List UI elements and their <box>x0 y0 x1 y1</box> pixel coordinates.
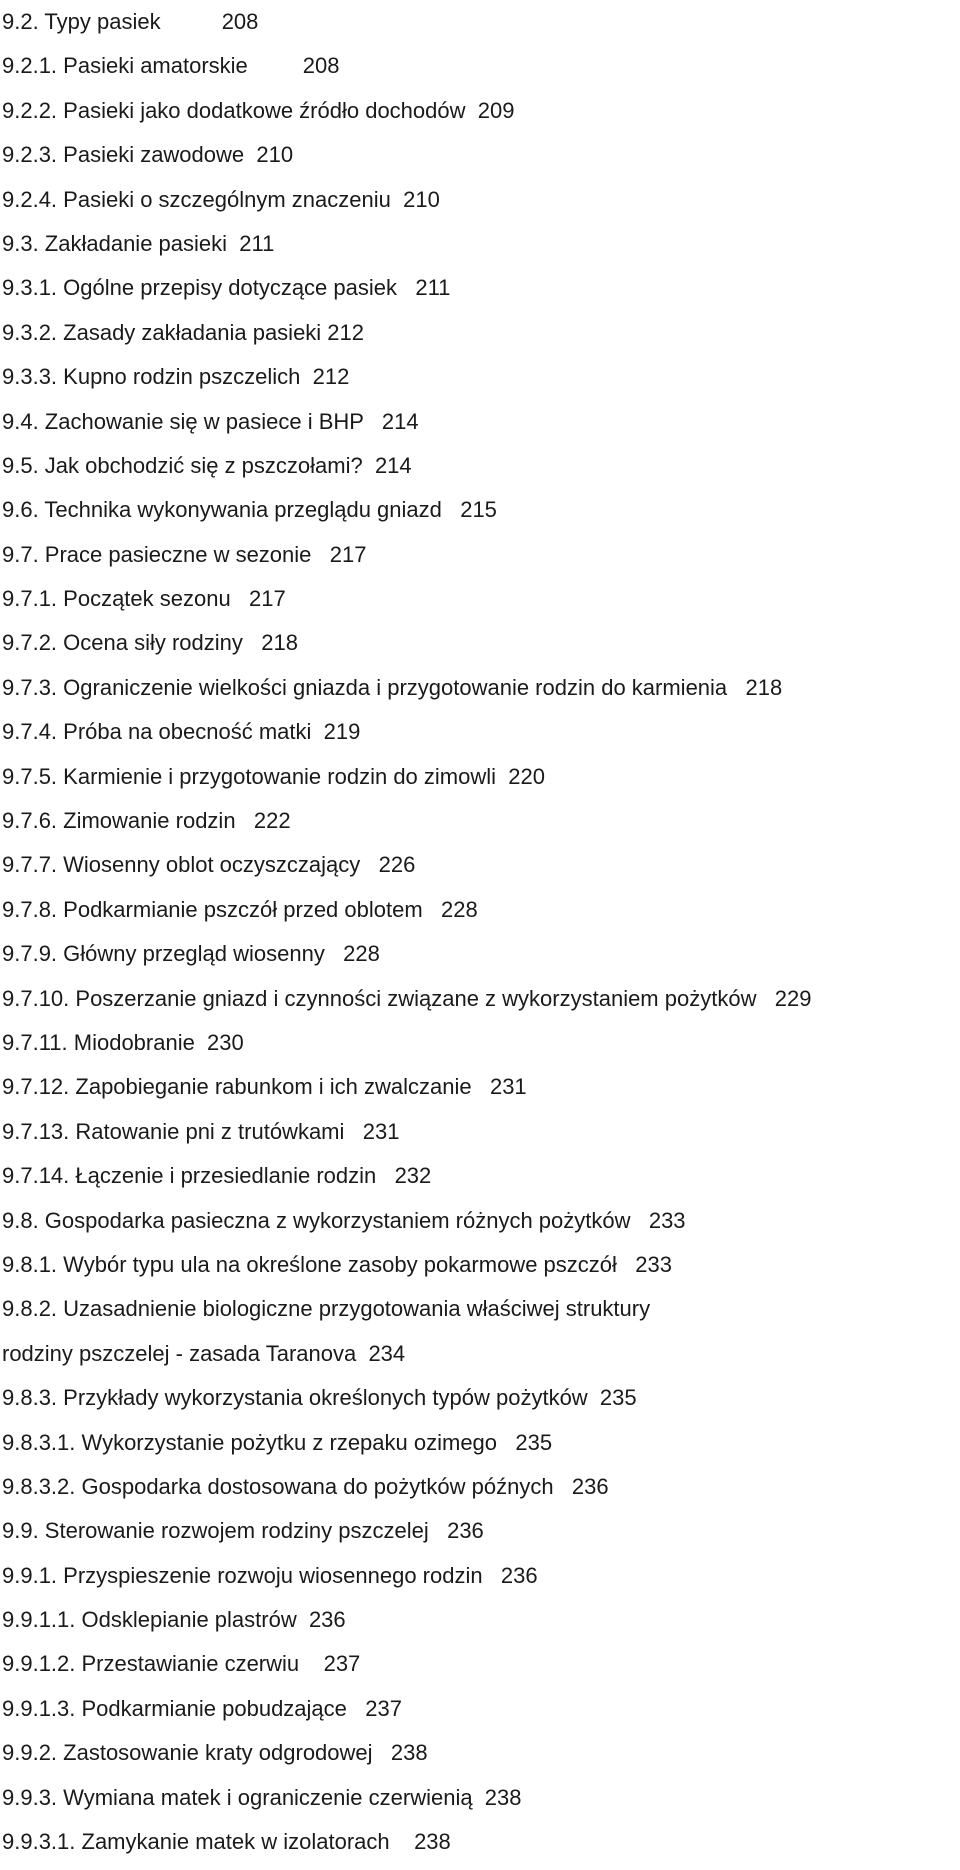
toc-entry: 9.9.1.1. Odsklepianie plastrów 236 <box>2 1607 346 1633</box>
toc-entry: 9.7.6. Zimowanie rodzin 222 <box>2 808 291 834</box>
toc-entry: 9.8. Gospodarka pasieczna z wykorzystaniem różnych pożytków 233 <box>2 1207 686 1233</box>
toc-entry: 9.9. Sterowanie rozwojem rodziny pszczelej 236 <box>2 1518 484 1544</box>
toc-entry: 9.3. Zakładanie pasieki 211 <box>2 230 275 256</box>
toc-entry: 9.7.10. Poszerzanie gniazd i czynności związane z wykorzystaniem pożytków 229 <box>2 985 812 1011</box>
toc-entry: 9.7.8. Podkarmianie pszczół przed oblotem 228 <box>2 896 478 922</box>
toc-entry: 9.2.1. Pasieki amatorskie 208 <box>2 53 340 79</box>
toc-entry-continuation: rodziny pszczelej - zasada Taranova 234 <box>2 1340 406 1366</box>
toc-entry: 9.7.3. Ograniczenie wielkości gniazda i przygotowanie rodzin do karmienia 218 <box>2 674 783 700</box>
toc-entry: 9.3.3. Kupno rodzin pszczelich 212 <box>2 364 350 390</box>
toc-entry: 9.8.2. Uzasadnienie biologiczne przygotowania właściwej struktury <box>2 1296 651 1322</box>
toc-entry: 9.7.5. Karmienie i przygotowanie rodzin do zimowli 220 <box>2 763 545 789</box>
toc-entry: 9.8.1. Wybór typu ula na określone zasoby pokarmowe pszczół 233 <box>2 1251 672 1277</box>
toc-entry: 9.8.3.2. Gospodarka dostosowana do pożytków późnych 236 <box>2 1473 609 1499</box>
toc-entry: 9.9.1. Przyspieszenie rozwoju wiosennego rodzin 236 <box>2 1562 538 1588</box>
toc-entry: 9.7.4. Próba na obecność matki 219 <box>2 719 361 745</box>
toc-entry: 9.9.3. Wymiana matek i ograniczenie czerwienią 238 <box>2 1784 522 1810</box>
toc-entry: 9.8.3.1. Wykorzystanie pożytku z rzepaku ozimego 235 <box>2 1429 553 1455</box>
toc-entry: 9.7.13. Ratowanie pni z trutówkami 231 <box>2 1118 400 1144</box>
toc-entry: 9.9.1.2. Przestawianie czerwiu 237 <box>2 1651 361 1677</box>
toc-entry: 9.9.3.1. Zamykanie matek w izolatorach 238 <box>2 1829 451 1855</box>
toc-entry: 9.7.7. Wiosenny oblot oczyszczający 226 <box>2 852 416 878</box>
toc-entry: 9.5. Jak obchodzić się z pszczołami? 214 <box>2 452 412 478</box>
toc-entry: 9.6. Technika wykonywania przeglądu gniazd 215 <box>2 497 497 523</box>
toc-entry: 9.7.9. Główny przegląd wiosenny 228 <box>2 941 380 967</box>
toc-entry: 9.2.3. Pasieki zawodowe 210 <box>2 142 294 168</box>
toc-entry: 9.9.2. Zastosowanie kraty odgrodowej 238 <box>2 1740 428 1766</box>
toc-entry: 9.8.3. Przykłady wykorzystania określonych typów pożytków 235 <box>2 1385 637 1411</box>
toc-entry: 9.4. Zachowanie się w pasiece i BHP 214 <box>2 408 419 434</box>
toc-entry: 9.3.2. Zasady zakładania pasieki 212 <box>2 319 365 345</box>
toc-entry: 9.7.11. Miodobranie 230 <box>2 1029 244 1055</box>
toc-entry: 9.7.14. Łączenie i przesiedlanie rodzin 232 <box>2 1163 432 1189</box>
toc-entry: 9.2.2. Pasieki jako dodatkowe źródło dochodów 209 <box>2 97 515 123</box>
toc-entry: 9.7. Prace pasieczne w sezonie 217 <box>2 541 367 567</box>
toc-entry: 9.7.12. Zapobieganie rabunkom i ich zwalczanie 231 <box>2 1074 527 1100</box>
toc-entry: 9.7.2. Ocena siły rodziny 218 <box>2 630 298 656</box>
toc-entry: 9.2. Typy pasiek 208 <box>2 9 259 34</box>
toc-entry: 9.3.1. Ogólne przepisy dotyczące pasiek 211 <box>2 275 451 301</box>
toc-entry: 9.7.1. Początek sezonu 217 <box>2 586 286 612</box>
toc-entry: 9.2.4. Pasieki o szczególnym znaczeniu 210 <box>2 186 440 212</box>
toc-entry: 9.9.1.3. Podkarmianie pobudzające 237 <box>2 1695 402 1721</box>
